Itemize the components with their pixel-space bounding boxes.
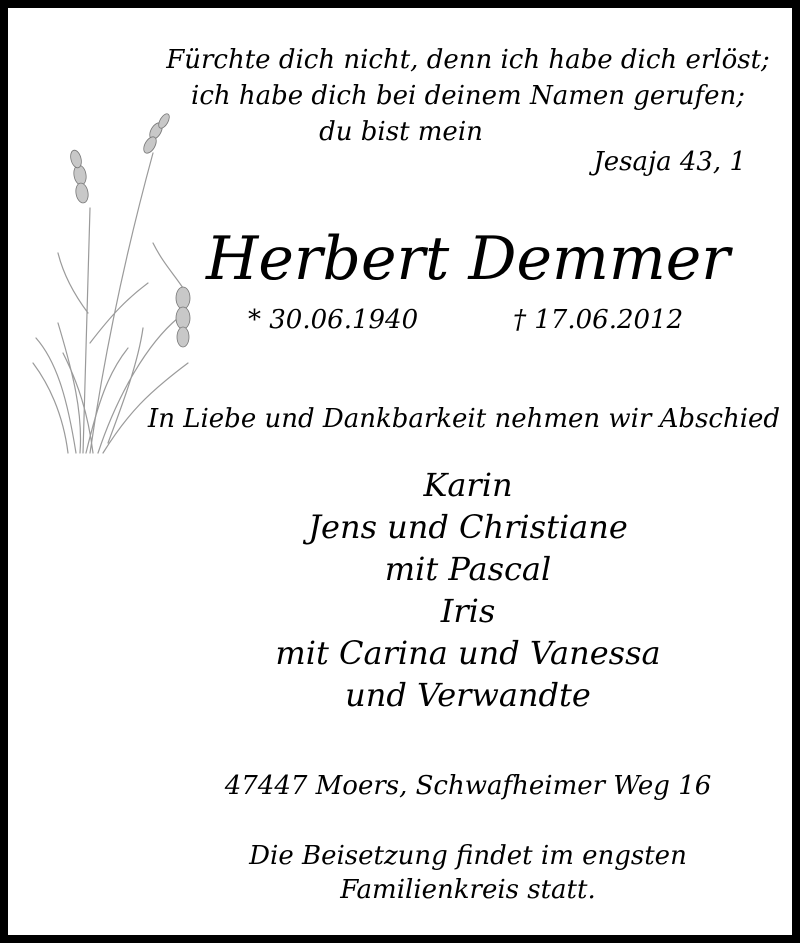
family-member: mit Carina und Vanessa [275,634,661,672]
verse-line-2: ich habe dich bei deinem Namen gerufen; [191,81,745,111]
verse-line-3: du bist mein [319,117,483,147]
family-member: mit Pascal [384,550,552,588]
funeral-line-2: Familienkreis statt. [340,875,596,905]
family-list [168,464,768,716]
family-member: Jens und Christiane [308,508,628,546]
verse-line-1: Fürchte dich nicht, denn ich habe dich erlöst; [166,45,770,75]
death-date: † 17.06.2012 [513,305,684,335]
deceased-name: Herbert Demmer [206,224,730,294]
family-member: Iris [440,592,496,630]
family-member: und Verwandte [345,676,591,714]
verse-reference: Jesaja 43, 1 [593,147,746,177]
family-member: Karin [423,466,513,504]
funeral-line-1: Die Beisetzung findet im engsten [249,841,687,871]
address: 47447 Moers, Schwafheimer Weg 16 [224,771,712,801]
birth-date: * 30.06.1940 [248,305,419,335]
farewell-text: In Liebe und Dankbarkeit nehmen wir Abschied [147,404,781,434]
